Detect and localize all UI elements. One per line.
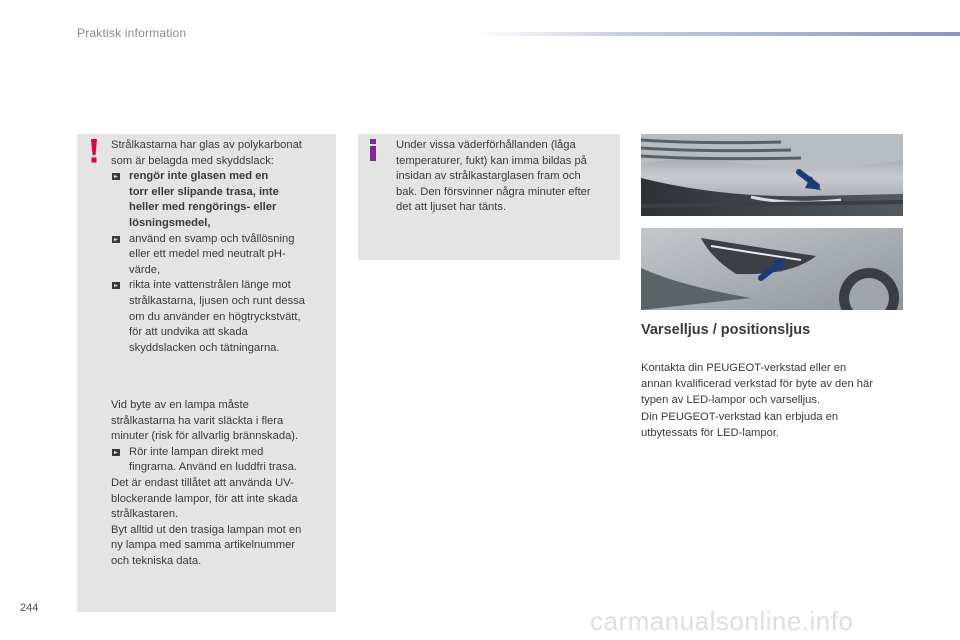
info-text	[396, 138, 616, 216]
text-line: värde,	[129, 263, 161, 276]
header-bar	[478, 32, 960, 36]
headlight-photo	[641, 228, 903, 310]
text-line: och tekniska data.	[111, 554, 202, 567]
text-line: lösningsmedel,	[129, 216, 211, 229]
text-line: eller ett medel med neutralt pH-	[129, 248, 286, 261]
text-line: Det är endast tillåtet att använda UV-	[111, 476, 294, 489]
warning-box	[77, 134, 336, 612]
bullet-item	[111, 169, 331, 231]
text-line: utbytessats för LED-lampor.	[641, 426, 780, 439]
text-line: strålkastarna ha varit släckta i flera	[111, 414, 284, 427]
text-line: som är belagda med skyddslack:	[111, 154, 274, 167]
text-line: torr eller slipande trasa, inte	[129, 185, 279, 198]
text-line: insidan av strålkastarglasen fram och	[396, 170, 581, 183]
text-line: heller med rengörings- eller	[129, 201, 277, 214]
bullet-item	[111, 445, 331, 476]
text-line: annan kvalificerad verkstad för byte av den här	[641, 378, 873, 391]
front-bumper-led-photo	[641, 134, 903, 220]
info-box	[358, 134, 620, 260]
text-line: rikta inte vattenstrålen länge mot	[129, 279, 291, 292]
page-number: 244	[20, 602, 39, 614]
bullet-item	[111, 232, 331, 279]
text-line: Rör inte lampan direkt med	[129, 445, 264, 458]
warning-exclamation-icon	[86, 138, 100, 164]
text-line: blockerande lampor, för att inte skada	[111, 492, 298, 505]
watermark: carmanualsonline.info	[590, 606, 854, 636]
check-arrow-bullet-icon	[112, 282, 120, 289]
text-line: Strålkastarna har glas av polykarbonat	[111, 139, 302, 151]
text-line: typen av LED-lampor och varselljus.	[641, 394, 821, 407]
text-line: bak. Den försvinner några minuter efter	[396, 185, 591, 198]
text-line: temperaturer, fukt) kan imma bildas på	[396, 154, 587, 167]
bullet-item	[111, 278, 331, 356]
text-line: det att ljuset har tänts.	[396, 201, 507, 214]
text-line: för att undvika att skada	[129, 326, 248, 339]
text-line: strålkastaren.	[111, 508, 179, 521]
text-line: Vid byte av en lampa måste	[111, 399, 249, 411]
text-line: minuter (risk för allvarlig brännskada).	[111, 430, 299, 443]
text-line: rengör inte glasen med en	[129, 170, 269, 183]
header-title: Praktisk information	[77, 26, 187, 40]
section-title: Varselljus / positionsljus	[641, 322, 811, 338]
text-line: Din PEUGEOT-verkstad kan erbjuda en	[641, 410, 839, 423]
text-line: Under vissa väderförhållanden (låga	[396, 139, 576, 151]
text-line: använd en svamp och tvållösning	[129, 232, 295, 245]
text-line: strålkastarna, ljusen och runt dessa	[129, 294, 305, 307]
check-arrow-bullet-icon	[112, 173, 120, 180]
text-line: om du använder en högtryckstvätt,	[129, 310, 301, 323]
check-arrow-bullet-icon	[112, 449, 120, 456]
text-line: fingrarna. Använd en luddfri trasa.	[129, 461, 297, 474]
section-body	[641, 360, 911, 441]
check-arrow-bullet-icon	[112, 236, 120, 243]
warning-text-1	[111, 138, 331, 356]
text-line: Kontakta din PEUGEOT-verkstad eller en	[641, 362, 847, 374]
text-line: skyddslacken och tätningarna.	[129, 341, 280, 354]
text-line: ny lampa med samma artikelnummer	[111, 539, 296, 552]
info-i-icon	[367, 138, 379, 162]
warning-text-2	[111, 398, 331, 570]
text-line: Byt alltid ut den trasiga lampan mot en	[111, 523, 302, 536]
